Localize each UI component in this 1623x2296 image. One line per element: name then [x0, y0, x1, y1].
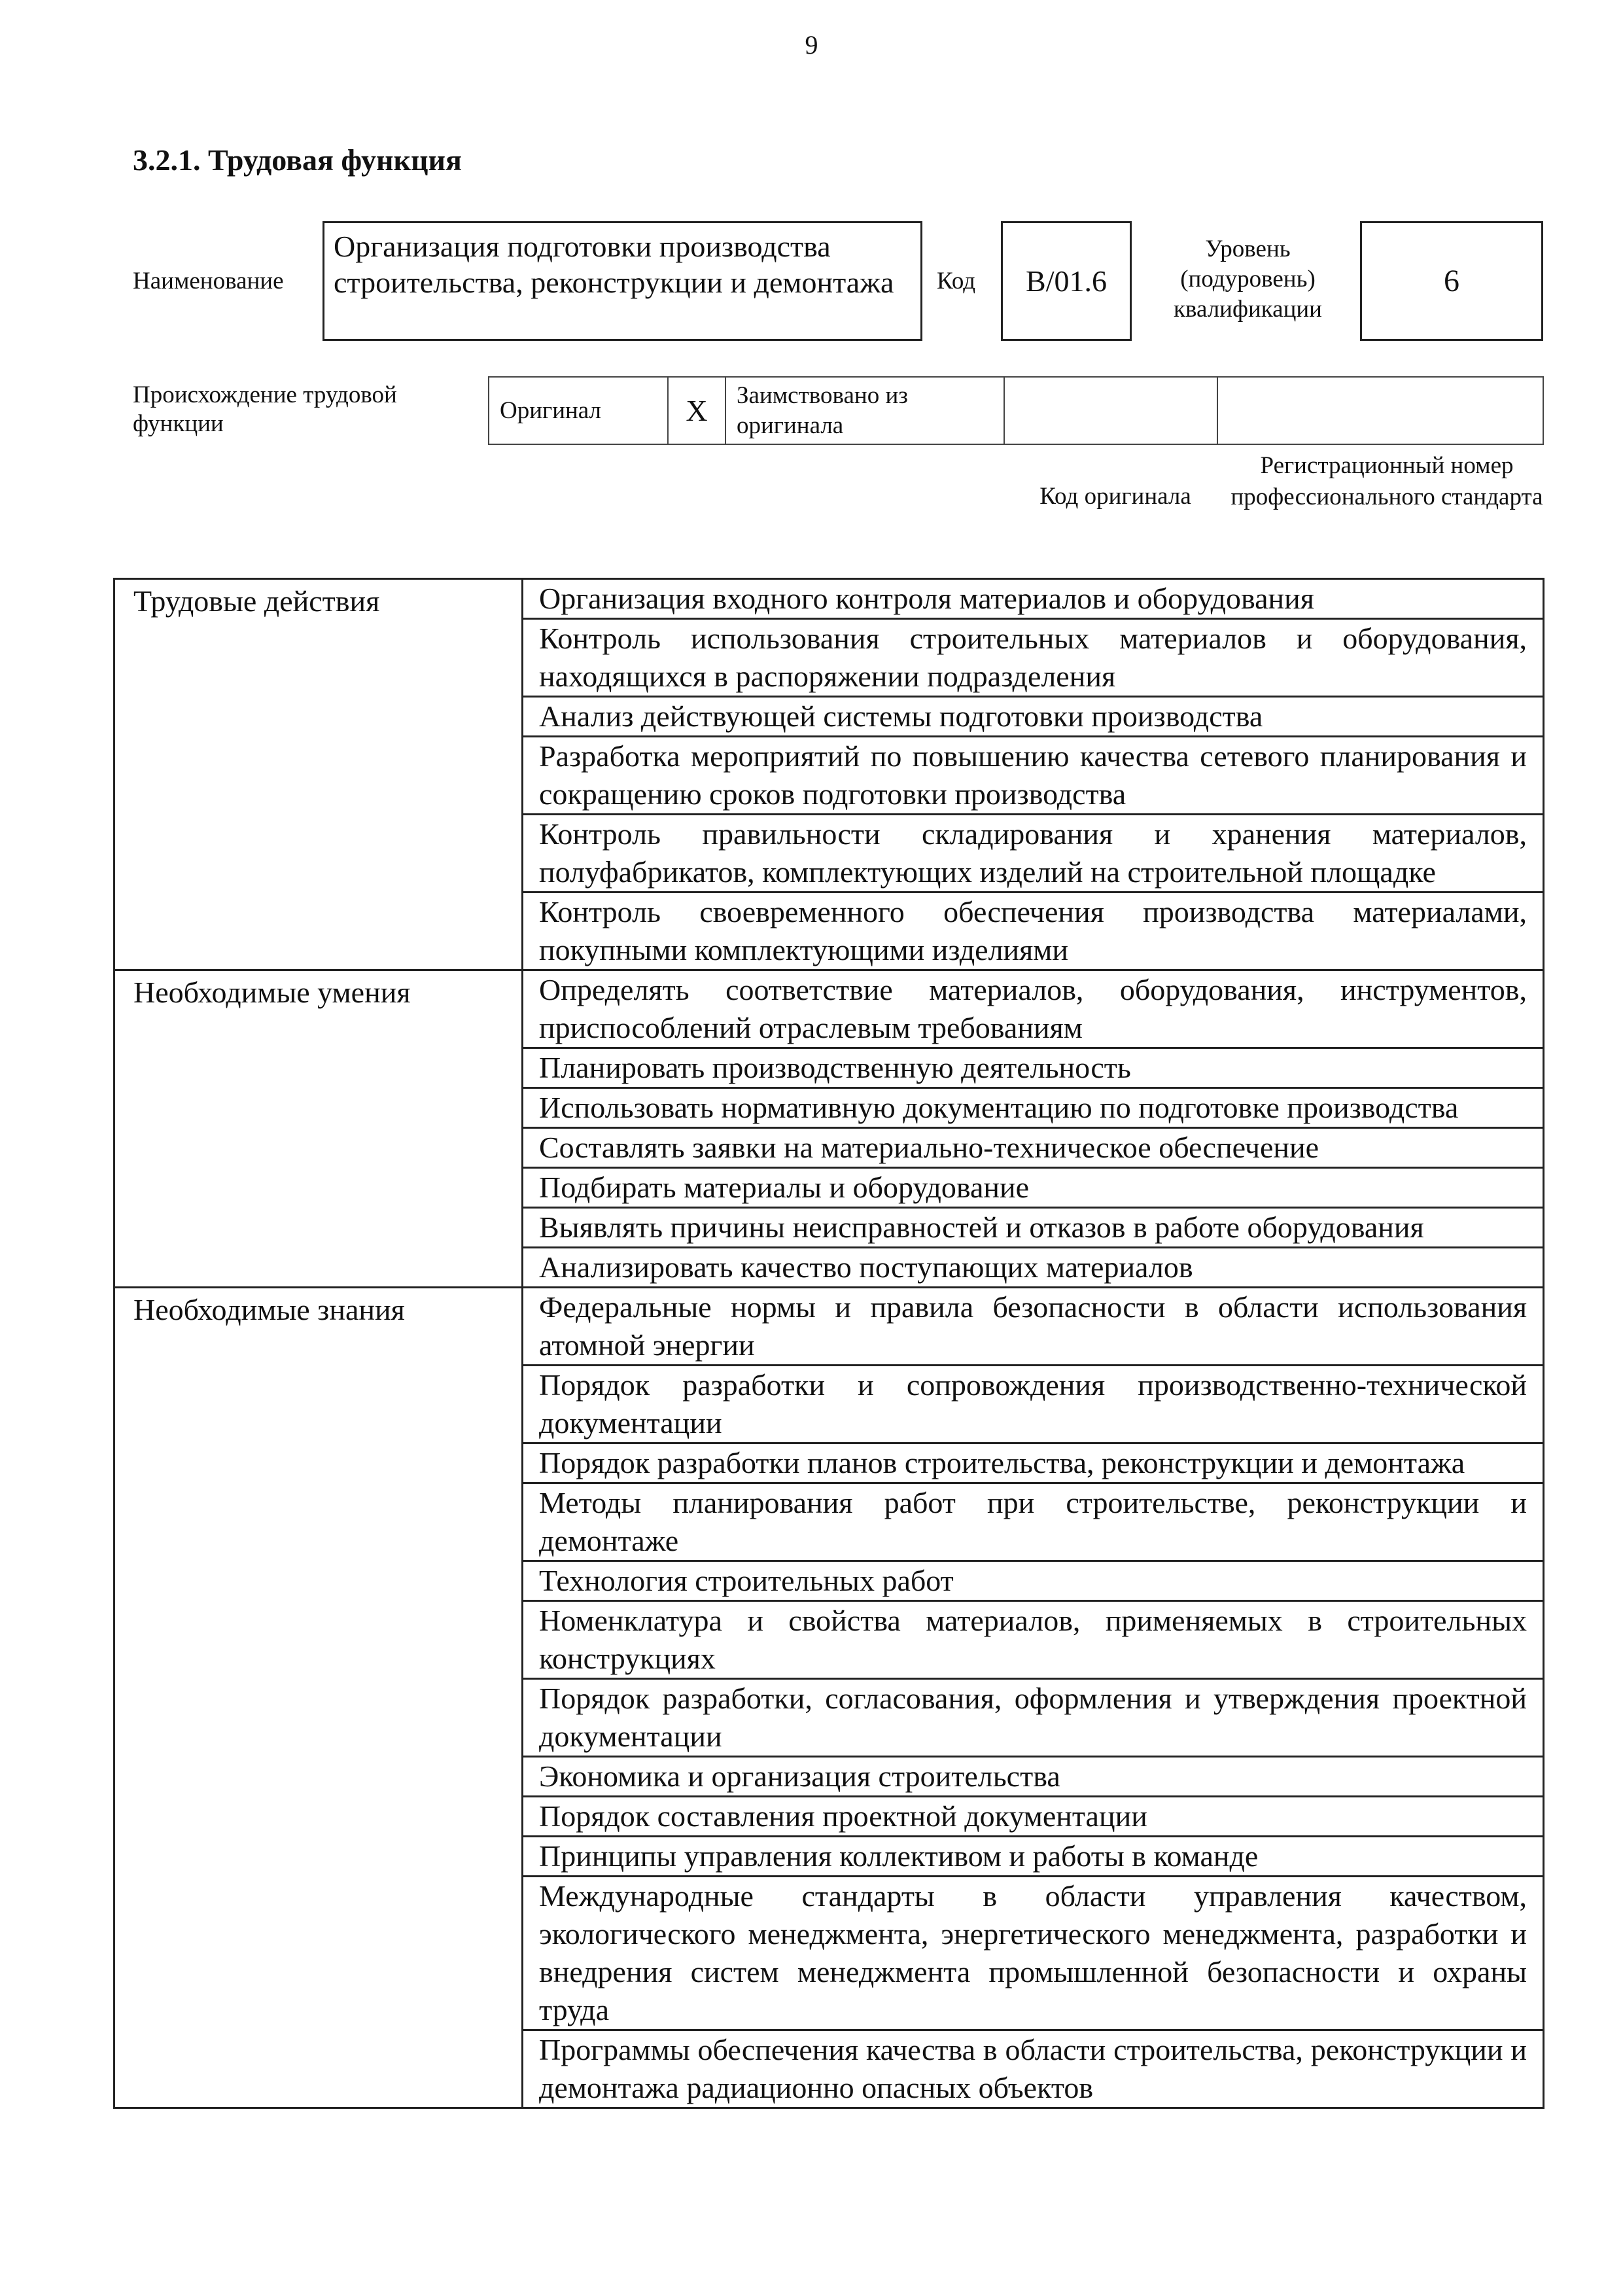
function-name-box: Организация подготовки производства строительства, реконструкции и демонтажа [323, 221, 922, 341]
table-row [114, 970, 1544, 1048]
list-item: Программы обеспечения качества в области строительства, реконструкции и демонтажа радиационно опасных объектов [523, 2030, 1544, 2108]
original-label: Оригинал [500, 397, 602, 424]
list-item: Разработка мероприятий по повышению качества сетевого планирования и сокращению сроков подготовки производства [523, 737, 1544, 815]
original-code-cell [1004, 377, 1217, 444]
list-item: Методы планирования работ при строительстве, реконструкции и демонтаже [523, 1483, 1544, 1561]
list-item: Номенклатура и свойства материалов, применяемых в строительных конструкциях [523, 1601, 1544, 1679]
list-item: Использовать нормативную документацию по подготовке производства [523, 1088, 1544, 1128]
origin-label: Происхождение трудовой функции [133, 381, 397, 437]
borrowed-cell: Заимствовано из оригинала [725, 377, 1004, 444]
qualification-level-box: 6 [1360, 221, 1543, 341]
table-row [114, 579, 1544, 619]
function-code-box: B/01.6 [1001, 221, 1132, 341]
list-item: Контроль использования строительных материалов и оборудования, находящихся в распоряжении подразделения [523, 619, 1544, 697]
list-item: Организация входного контроля материалов и оборудования [523, 579, 1544, 619]
function-details-table [113, 578, 1544, 2109]
list-item: Порядок разработки и сопровождения производственно-технической документации [523, 1366, 1544, 1443]
section-title-required-skills: Необходимые умения [114, 970, 523, 1288]
list-item: Анализ действующей системы подготовки производства [523, 697, 1544, 737]
original-cell [489, 377, 668, 444]
list-item: Контроль правильности складирования и хранения материалов, полуфабрикатов, комплектующих изделий на строительной площадке [523, 815, 1544, 892]
list-item: Принципы управления коллективом и работы в команде [523, 1837, 1544, 1877]
original-code-label: Код оригинала [1039, 483, 1191, 510]
list-item: Составлять заявки на материально-техническое обеспечение [523, 1128, 1544, 1168]
section-title: 3.2.1. Трудовая функция [133, 143, 462, 177]
list-item: Контроль своевременного обеспечения производства материалами, покупными комплектующими изделиями [523, 892, 1544, 970]
list-item: Порядок разработки, согласования, оформления и утверждения проектной документации [523, 1679, 1544, 1757]
name-label: Наименование [133, 268, 284, 294]
section-title-labor-actions: Трудовые действия [114, 579, 523, 970]
list-item: Международные стандарты в области управления качеством, экологического менеджмента, энергетического менеджмента, разработки и внедрения систем менеджмента промышленной безопасности и охраны труда [523, 1877, 1544, 2030]
list-item: Анализировать качество поступающих материалов [523, 1248, 1544, 1288]
list-item: Порядок составления проектной документации [523, 1797, 1544, 1837]
list-item: Определять соответствие материалов, оборудования, инструментов, приспособлений отраслевым требованиям [523, 970, 1544, 1048]
list-item: Порядок разработки планов строительства, реконструкции и демонтажа [523, 1443, 1544, 1483]
reg-number-label: Регистрационный номер профессионального стандарта [1230, 452, 1543, 510]
qualification-level-label: Уровень (подуровень) квалификации [1174, 236, 1322, 323]
code-label: Код [937, 268, 976, 294]
list-item: Технология строительных работ [523, 1561, 1544, 1601]
list-item: Выявлять причины неисправностей и отказов в работе оборудования [523, 1208, 1544, 1248]
list-item: Экономика и организация строительства [523, 1757, 1544, 1797]
reg-number-cell [1217, 377, 1543, 444]
section-title-required-knowledge: Необходимые знания [114, 1288, 523, 2108]
origin-table [488, 376, 1544, 445]
list-item: Подбирать материалы и оборудование [523, 1168, 1544, 1208]
original-mark: X [668, 377, 725, 444]
list-item: Планировать производственную деятельность [523, 1048, 1544, 1088]
list-item: Федеральные нормы и правила безопасности в области использования атомной энергии [523, 1288, 1544, 1366]
table-row [114, 1288, 1544, 1366]
page-number: 9 [805, 30, 818, 60]
